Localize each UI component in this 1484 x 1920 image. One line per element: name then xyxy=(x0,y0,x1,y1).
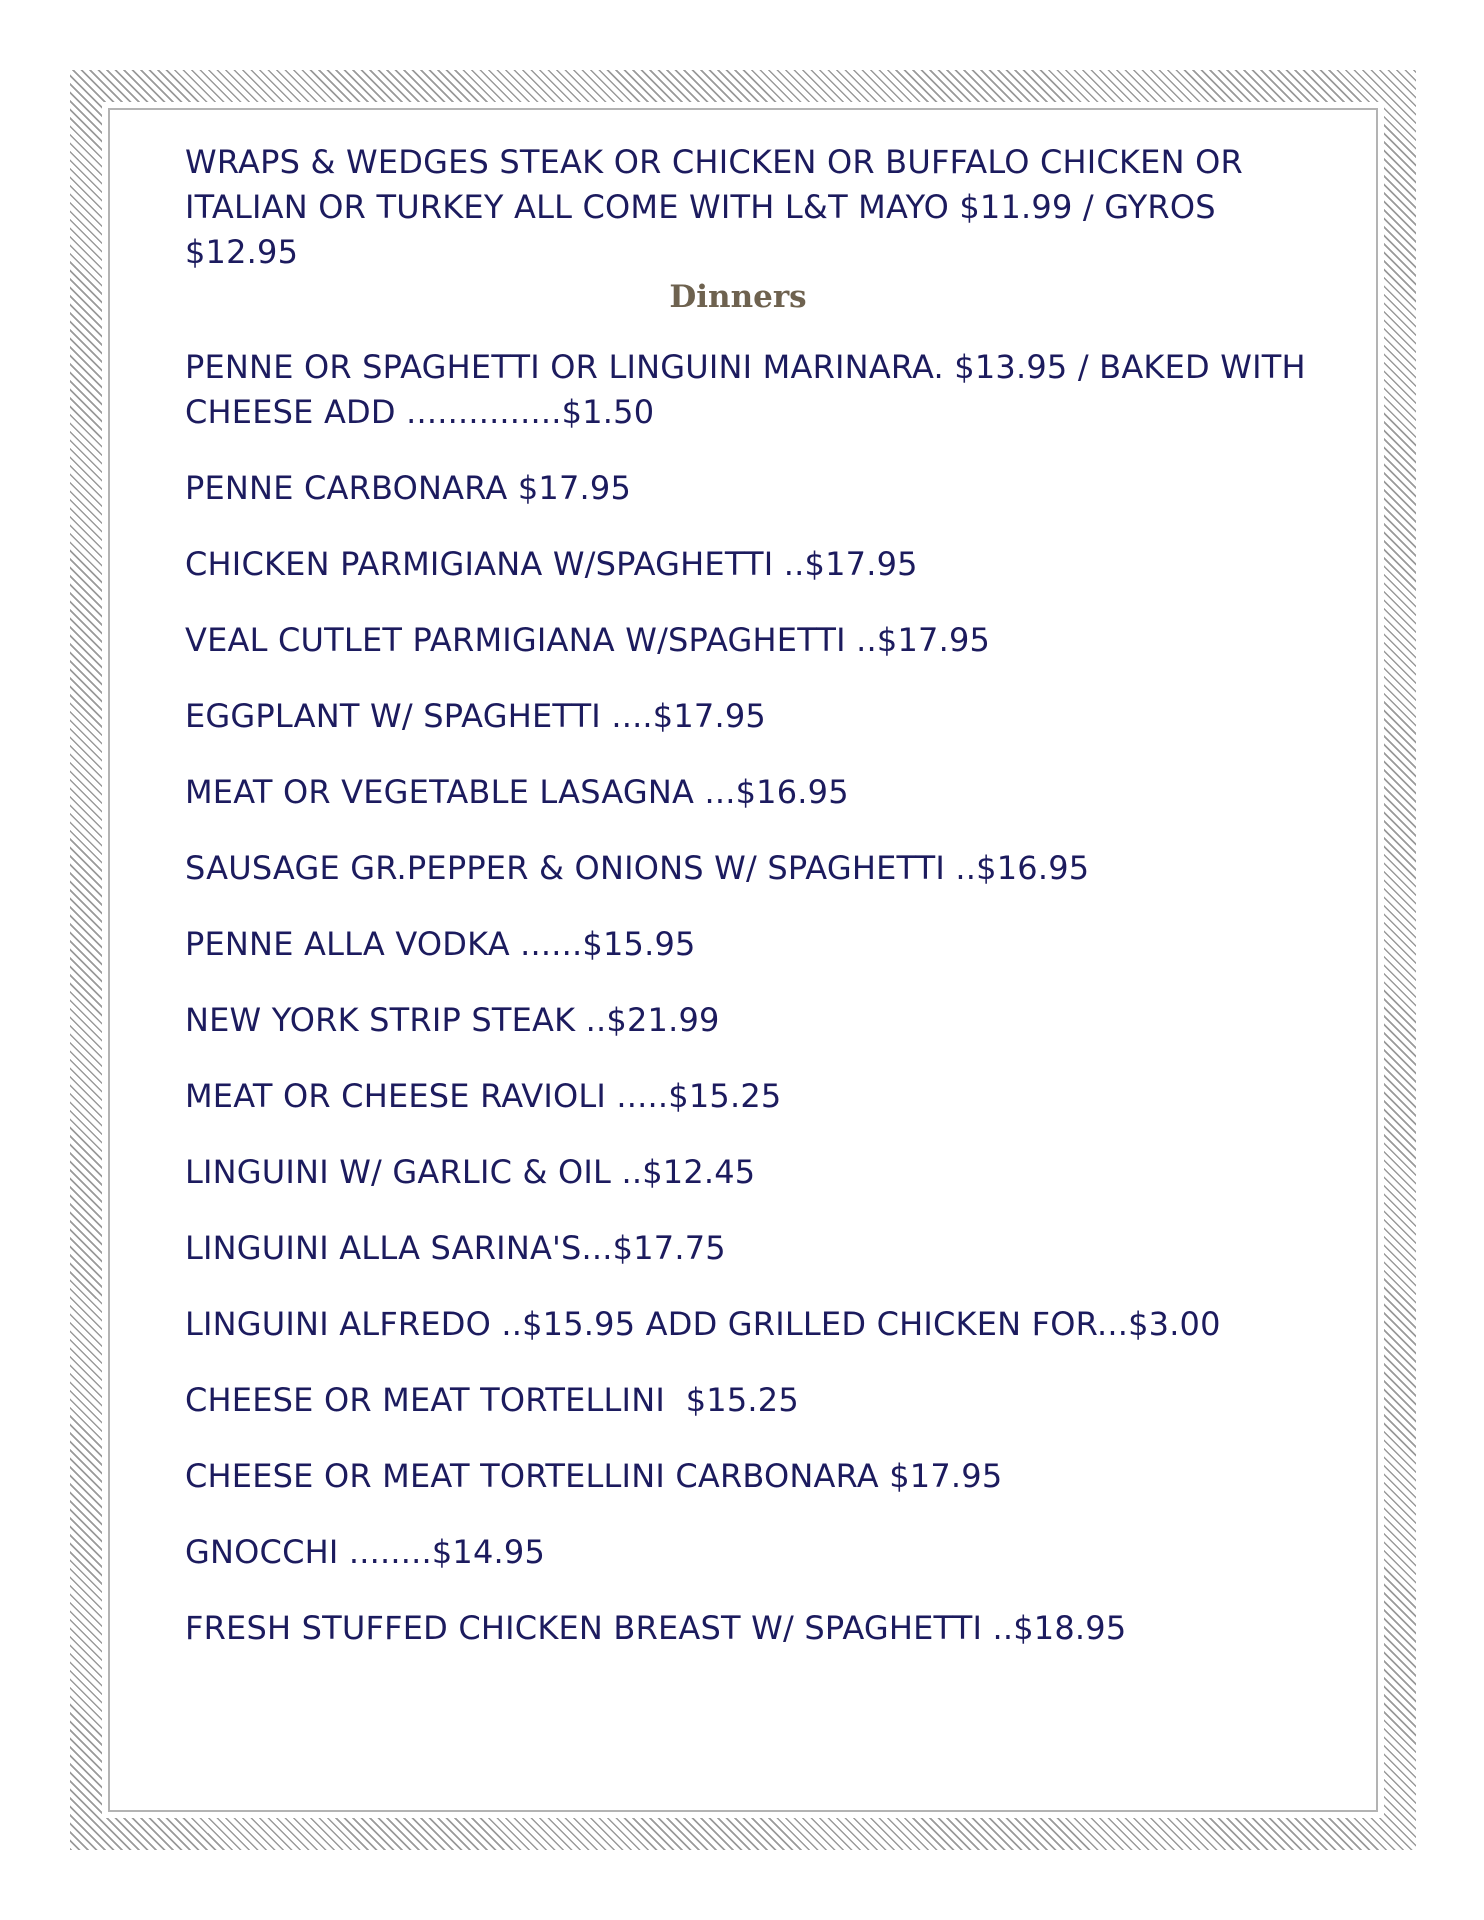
menu-item: CHICKEN PARMIGIANA W/SPAGHETTI ..$17.95 xyxy=(185,545,918,583)
menu-item: MEAT OR VEGETABLE LASAGNA ...$16.95 xyxy=(185,773,849,811)
hatched-page-border xyxy=(70,70,1416,1850)
menu-item: CHEESE OR MEAT TORTELLINI $15.25 xyxy=(185,1381,799,1419)
menu-item: VEAL CUTLET PARMIGIANA W/SPAGHETTI ..$17.95 xyxy=(185,621,991,659)
menu-item: NEW YORK STRIP STEAK ..$21.99 xyxy=(185,1001,720,1039)
menu-item: EGGPLANT W/ SPAGHETTI ....$17.95 xyxy=(185,697,766,735)
menu-item: SAUSAGE GR.PEPPER & ONIONS W/ SPAGHETTI ..$16.95 xyxy=(185,849,1090,887)
section-heading-dinners: Dinners xyxy=(669,279,807,315)
menu-content xyxy=(185,140,1315,1682)
dinner-list xyxy=(185,345,1315,1651)
menu-item: PENNE CARBONARA $17.95 xyxy=(185,469,632,507)
menu-item-wraps-wedges: WRAPS & WEDGES STEAK OR CHICKEN OR BUFFALO CHICKEN OR ITALIAN OR TURKEY ALL COME WITH L&T MAYO $11.99 / GYROS $12.95 xyxy=(185,143,1254,271)
menu-item: MEAT OR CHEESE RAVIOLI .....$15.25 xyxy=(185,1077,782,1115)
menu-item: PENNE ALLA VODKA ......$15.95 xyxy=(185,925,696,963)
menu-item: FRESH STUFFED CHICKEN BREAST W/ SPAGHETTI ..$18.95 xyxy=(185,1609,1127,1647)
menu-item: CHEESE OR MEAT TORTELLINI CARBONARA $17.95 xyxy=(185,1457,1003,1495)
menu-item: GNOCCHI ........$14.95 xyxy=(185,1533,546,1571)
menu-item: LINGUINI W/ GARLIC & OIL ..$12.45 xyxy=(185,1153,756,1191)
menu-item: PENNE OR SPAGHETTI OR LINGUINI MARINARA. $13.95 / BAKED WITH CHEESE ADD ...............$1.50 xyxy=(185,348,1317,431)
menu-item: LINGUINI ALLA SARINA'S...$17.75 xyxy=(185,1229,726,1267)
menu-item: LINGUINI ALFREDO ..$15.95 ADD GRILLED CHICKEN FOR...$3.00 xyxy=(185,1305,1221,1343)
menu-panel xyxy=(108,108,1378,1812)
